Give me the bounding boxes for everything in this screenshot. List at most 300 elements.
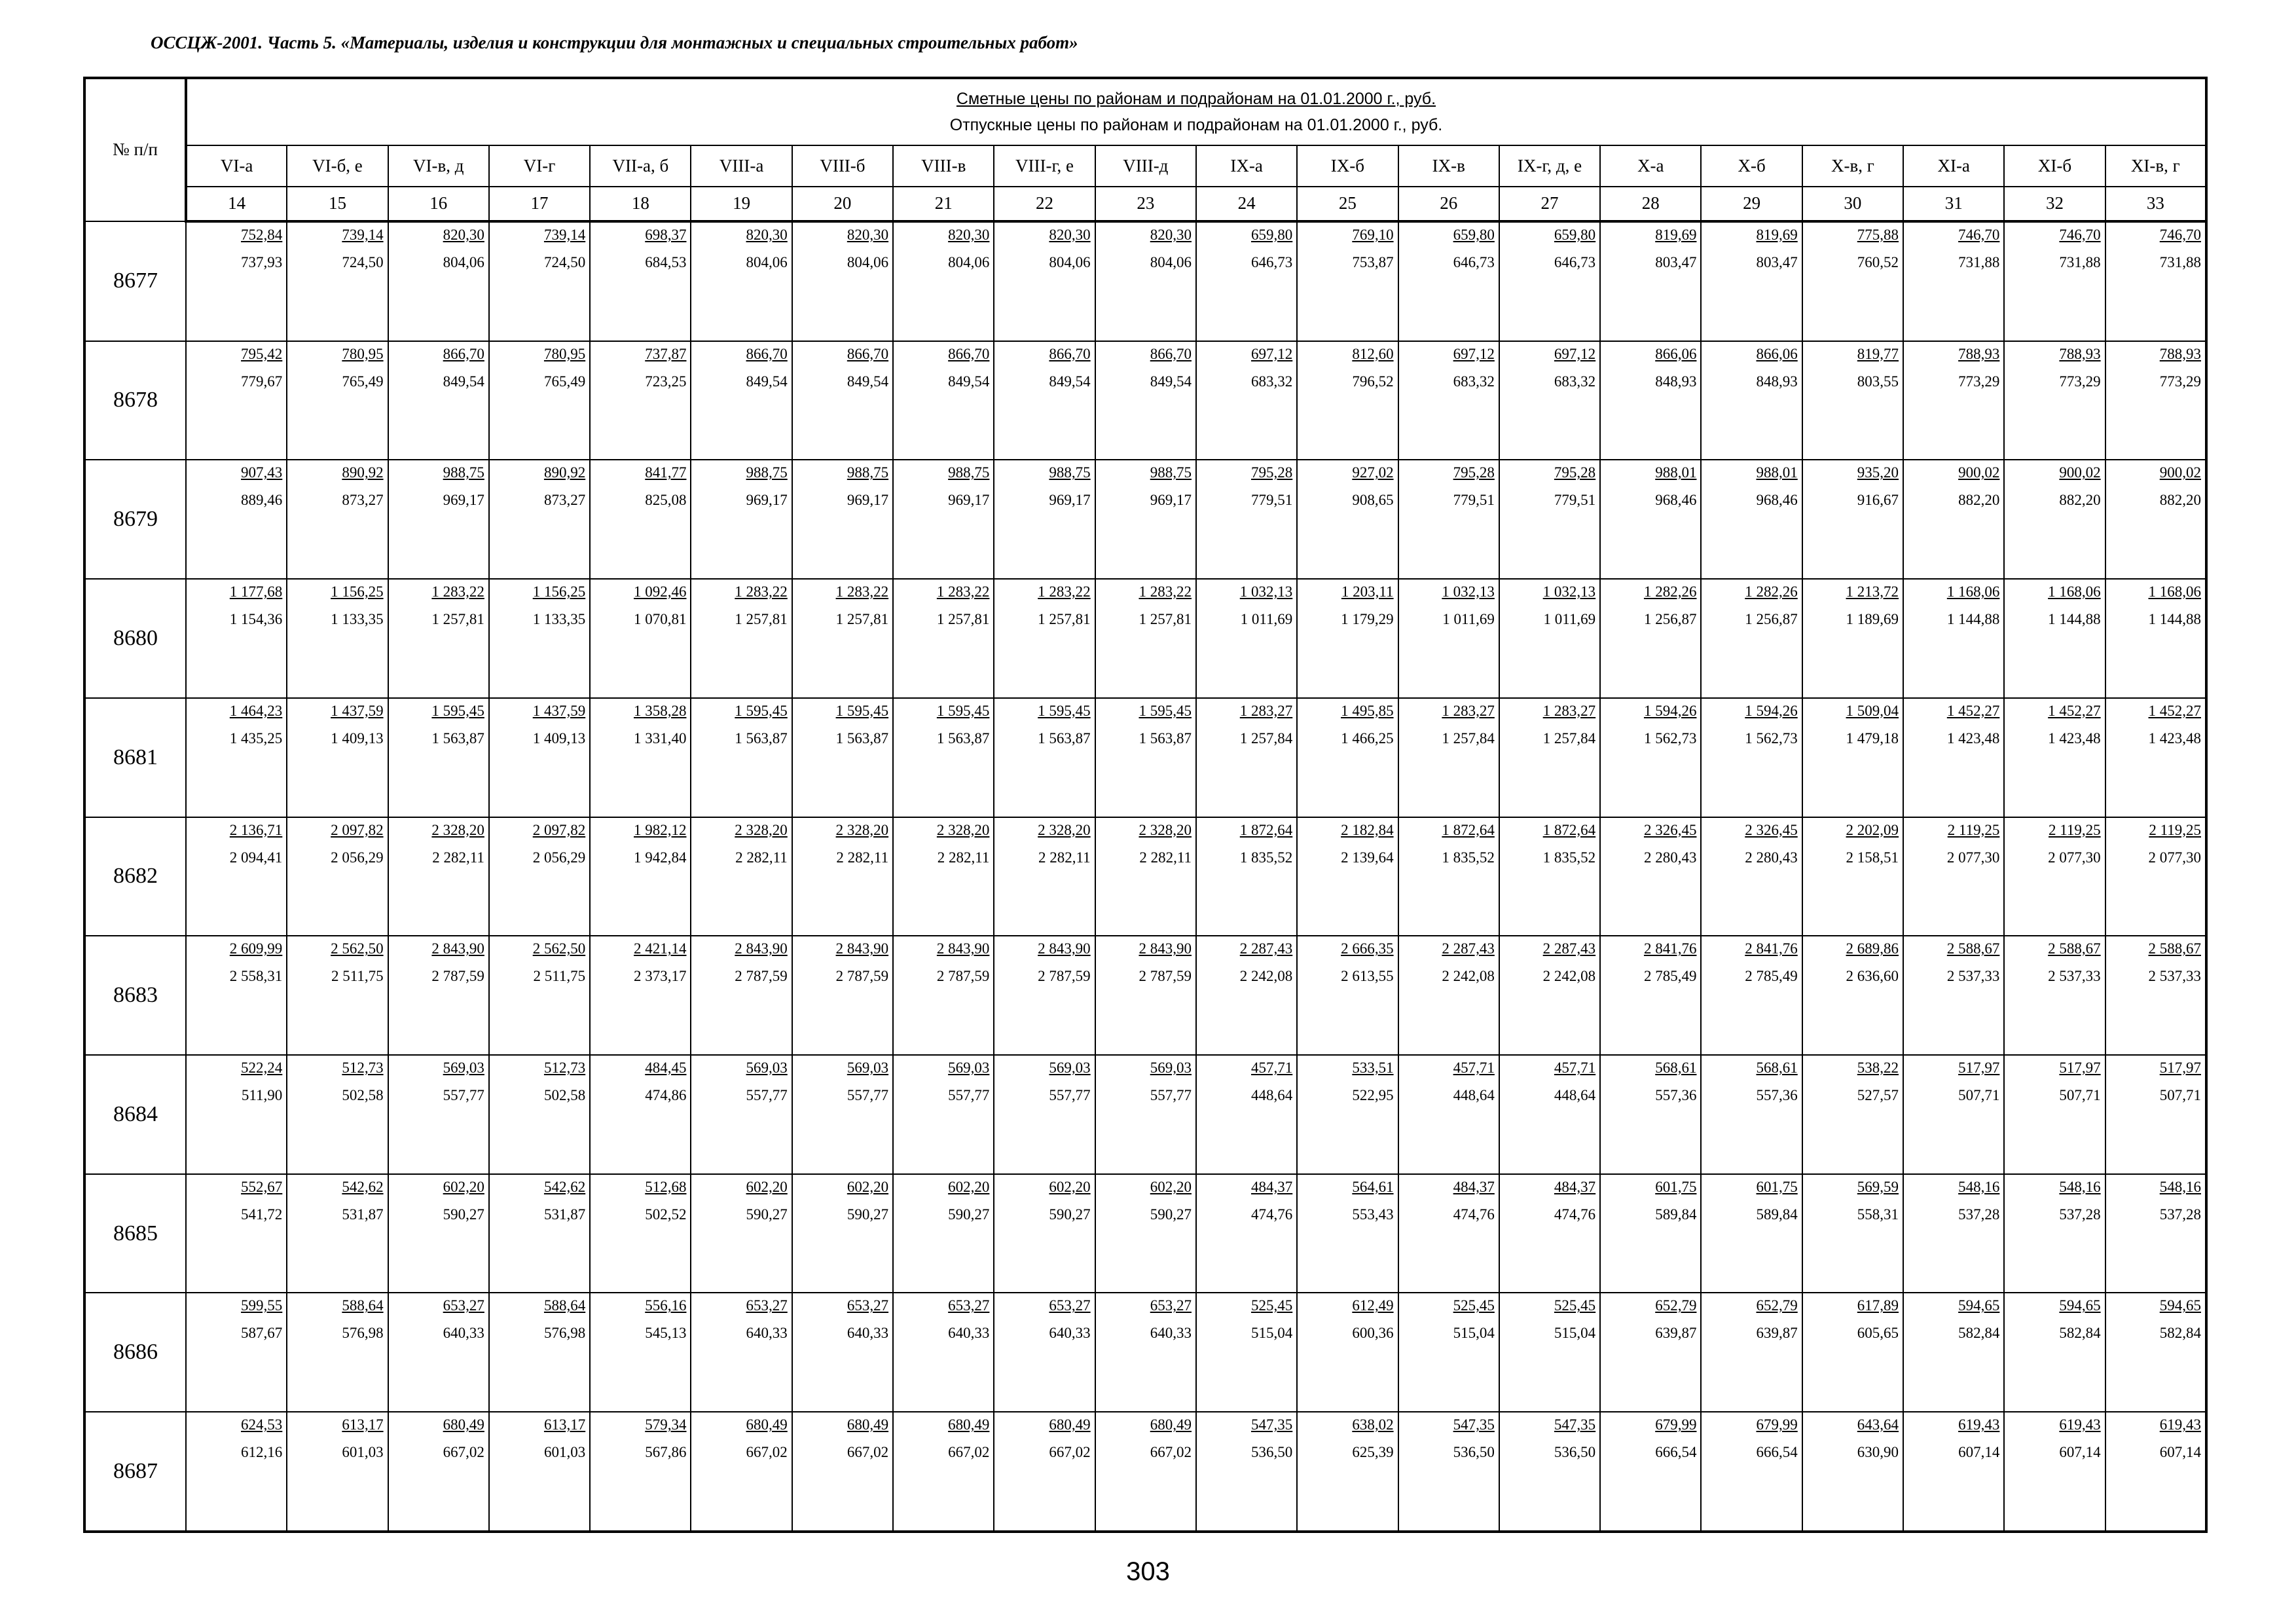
estimate-price: 484,37 [1554, 1178, 1596, 1195]
estimate-price: 1 872,64 [1542, 821, 1596, 838]
price-cell [1499, 1412, 1600, 1532]
table-row [84, 221, 2206, 341]
price-cell [590, 1055, 691, 1174]
release-price: 731,88 [2059, 253, 2101, 270]
release-price: 2 511,75 [533, 968, 586, 985]
price-cell [792, 460, 893, 579]
price-cell [287, 698, 388, 817]
estimate-price: 594,65 [2059, 1297, 2101, 1314]
release-price: 2 537,33 [1946, 968, 2000, 985]
column-number: 20 [792, 187, 893, 221]
price-cell [1398, 1293, 1499, 1412]
price-cell [1196, 698, 1297, 817]
price-cell [1802, 221, 1903, 341]
release-price: 536,50 [1251, 1444, 1293, 1461]
price-cell [1802, 341, 1903, 460]
estimate-price: 866,70 [443, 345, 484, 362]
release-price: 804,06 [847, 253, 889, 270]
price-cell [287, 1293, 388, 1412]
release-price: 640,33 [847, 1325, 889, 1342]
price-cell [792, 817, 893, 936]
release-price: 684,53 [645, 253, 687, 270]
release-price: 639,87 [1655, 1325, 1697, 1342]
estimate-price: 1 872,64 [1239, 821, 1293, 838]
price-cell [1499, 1293, 1600, 1412]
price-cell [287, 1055, 388, 1174]
estimate-price: 680,49 [1049, 1416, 1091, 1433]
column-number: 31 [1903, 187, 2004, 221]
estimate-price: 517,97 [1958, 1060, 2000, 1076]
estimate-price: 601,75 [1756, 1178, 1798, 1195]
estimate-price: 788,93 [1958, 345, 2000, 362]
estimate-price: 1 283,22 [1038, 583, 1091, 600]
price-cell [792, 579, 893, 698]
estimate-price: 820,30 [1049, 226, 1091, 243]
estimate-price: 2 119,25 [2048, 821, 2101, 838]
release-price: 590,27 [746, 1206, 788, 1223]
estimate-price: 1 283,22 [835, 583, 889, 600]
region-header: VI-в, д [388, 145, 489, 186]
estimate-price: 988,75 [443, 464, 484, 481]
estimate-price: 1 595,45 [735, 702, 788, 719]
price-cell [2004, 1412, 2105, 1532]
price-cell [489, 579, 590, 698]
region-header: VI-б, е [287, 145, 388, 186]
release-price: 968,46 [1756, 492, 1798, 509]
release-price: 779,51 [1251, 492, 1293, 509]
price-cell [1196, 460, 1297, 579]
estimate-price: 547,35 [1453, 1416, 1495, 1433]
estimate-price: 2 287,43 [1542, 940, 1596, 957]
price-cell [792, 1293, 893, 1412]
estimate-price: 2 843,90 [835, 940, 889, 957]
release-price: 502,52 [645, 1206, 687, 1223]
price-cell [792, 936, 893, 1055]
release-price: 765,49 [543, 373, 586, 390]
table-row [84, 460, 2206, 579]
release-price: 2 280,43 [1643, 849, 1697, 866]
price-cell [1903, 460, 2004, 579]
price-cell [1701, 936, 1802, 1055]
release-price: 737,93 [241, 253, 283, 270]
price-cell [2105, 221, 2206, 341]
price-cell [1095, 579, 1196, 698]
price-cell [792, 1055, 893, 1174]
estimate-price: 988,75 [746, 464, 788, 481]
estimate-price: 769,10 [1352, 226, 1394, 243]
estimate-price: 602,20 [746, 1178, 788, 1195]
estimate-price: 927,02 [1352, 464, 1394, 481]
price-cell [1701, 1174, 1802, 1293]
region-header: X-а [1600, 145, 1701, 186]
price-cell [893, 1412, 994, 1532]
price-cell [1600, 579, 1701, 698]
release-price: 630,90 [1857, 1444, 1899, 1461]
release-price: 683,32 [1554, 373, 1596, 390]
price-cell [1600, 221, 1701, 341]
estimate-price: 512,68 [645, 1178, 687, 1195]
release-price: 1 154,36 [229, 611, 283, 628]
price-cell [186, 579, 287, 698]
release-price: 557,77 [746, 1087, 788, 1103]
estimate-price: 1 282,26 [1745, 583, 1798, 600]
column-number: 32 [2004, 187, 2105, 221]
estimate-price: 569,03 [1150, 1060, 1192, 1076]
estimate-price: 1 032,13 [1542, 583, 1596, 600]
estimate-price: 2 287,43 [1442, 940, 1495, 957]
release-price: 576,98 [342, 1325, 384, 1342]
price-cell [489, 1055, 590, 1174]
estimate-price: 907,43 [241, 464, 283, 481]
release-price: 969,17 [1150, 492, 1192, 509]
price-cell [1095, 698, 1196, 817]
column-number: 16 [388, 187, 489, 221]
release-price: 2 077,30 [2048, 849, 2101, 866]
price-cell [2004, 460, 2105, 579]
release-price: 804,06 [1150, 253, 1192, 270]
item-code: 8682 [84, 817, 186, 936]
price-cell [2004, 936, 2105, 1055]
estimate-price: 1 595,45 [1038, 702, 1091, 719]
page-number: 303 [1126, 1557, 1170, 1586]
release-price: 2 537,33 [2048, 968, 2101, 985]
price-cell [1398, 817, 1499, 936]
price-cell [1297, 1174, 1398, 1293]
estimate-price: 866,70 [1150, 345, 1192, 362]
release-price: 969,17 [1049, 492, 1091, 509]
region-header: VIII-б [792, 145, 893, 186]
estimate-price: 2 843,90 [936, 940, 990, 957]
estimate-price: 2 841,76 [1745, 940, 1798, 957]
release-price: 1 257,81 [835, 611, 889, 628]
release-price: 536,50 [1453, 1444, 1495, 1461]
release-price: 804,06 [443, 253, 484, 270]
release-price: 607,14 [2159, 1444, 2201, 1461]
release-price: 1 942,84 [633, 849, 687, 866]
release-price: 2 787,59 [431, 968, 484, 985]
price-cell [1095, 460, 1196, 579]
price-cell [186, 698, 287, 817]
estimate-price: 2 843,90 [735, 940, 788, 957]
release-price: 908,65 [1352, 492, 1394, 509]
release-price: 2 242,08 [1239, 968, 1293, 985]
estimate-price: 484,37 [1251, 1178, 1293, 1195]
item-code: 8677 [84, 221, 186, 341]
estimate-price: 613,17 [342, 1416, 384, 1433]
estimate-price: 653,27 [746, 1297, 788, 1314]
release-price: 765,49 [342, 373, 384, 390]
release-price: 582,84 [2059, 1325, 2101, 1342]
estimate-price: 1 168,06 [1946, 583, 2000, 600]
estimate-price: 653,27 [1049, 1297, 1091, 1314]
region-header: VIII-в [893, 145, 994, 186]
release-price: 2 537,33 [2148, 968, 2201, 985]
price-cell [1398, 698, 1499, 817]
release-price: 1 423,48 [1946, 729, 2000, 747]
release-price: 873,27 [342, 492, 384, 509]
estimate-price: 533,51 [1352, 1060, 1394, 1076]
price-cell [388, 936, 489, 1055]
price-cell [388, 221, 489, 341]
release-price: 1 423,48 [2148, 729, 2201, 747]
region-header: XI-б [2004, 145, 2105, 186]
column-number: 24 [1196, 187, 1297, 221]
price-cell [2105, 1412, 2206, 1532]
price-cell [489, 341, 590, 460]
release-price: 474,76 [1554, 1206, 1596, 1223]
estimate-price: 775,88 [1857, 226, 1899, 243]
price-cell [1196, 936, 1297, 1055]
release-price: 531,87 [342, 1206, 384, 1223]
estimate-price: 746,70 [1958, 226, 2000, 243]
price-cell [1297, 341, 1398, 460]
region-header: VI-а [186, 145, 287, 186]
estimate-price: 2 843,90 [1038, 940, 1091, 957]
price-cell [893, 698, 994, 817]
estimate-price: 679,99 [1756, 1416, 1798, 1433]
estimate-price: 602,20 [1150, 1178, 1192, 1195]
price-cell [1499, 698, 1600, 817]
release-price: 2 787,59 [735, 968, 788, 985]
price-cell [1398, 936, 1499, 1055]
release-price: 1 011,69 [1240, 611, 1293, 628]
price-cell [186, 1412, 287, 1532]
estimate-price: 599,55 [241, 1297, 283, 1314]
release-price: 601,03 [543, 1444, 586, 1461]
release-price: 666,54 [1655, 1444, 1697, 1461]
release-price: 760,52 [1857, 253, 1899, 270]
release-price: 557,77 [1150, 1087, 1192, 1103]
release-price: 2 282,11 [735, 849, 788, 866]
estimate-price: 1 283,22 [1139, 583, 1192, 600]
estimate-price: 2 182,84 [1341, 821, 1394, 838]
estimate-price: 2 287,43 [1239, 940, 1293, 957]
release-price: 1 257,81 [735, 611, 788, 628]
estimate-price: 588,64 [342, 1297, 384, 1314]
release-price: 849,54 [847, 373, 889, 390]
estimate-price: 653,27 [847, 1297, 889, 1314]
price-cell [994, 1412, 1095, 1532]
release-price: 2 558,31 [229, 968, 283, 985]
release-price: 849,54 [746, 373, 788, 390]
estimate-price: 2 588,67 [1946, 940, 2000, 957]
release-price: 803,55 [1857, 373, 1899, 390]
estimate-price: 890,92 [342, 464, 384, 481]
estimate-price: 1 283,22 [936, 583, 990, 600]
estimate-price-title: Сметные цены по районам и подрайонам на 01.01.2000 г., руб. [956, 90, 1436, 109]
release-price: 1 070,81 [633, 611, 687, 628]
release-price: 589,84 [1756, 1206, 1798, 1223]
price-cell [893, 579, 994, 698]
price-cell [388, 341, 489, 460]
price-cell [287, 817, 388, 936]
estimate-price: 552,67 [241, 1178, 283, 1195]
estimate-price: 2 097,82 [532, 821, 586, 838]
estimate-price: 819,69 [1756, 226, 1798, 243]
release-price: 882,20 [2059, 492, 2101, 509]
price-cell [691, 936, 792, 1055]
estimate-price: 1 595,45 [1139, 702, 1192, 719]
release-price: 667,02 [443, 1444, 484, 1461]
price-cell [1095, 1293, 1196, 1412]
column-number: 14 [186, 187, 287, 221]
estimate-price: 820,30 [948, 226, 990, 243]
item-code: 8683 [84, 936, 186, 1055]
estimate-price: 900,02 [2059, 464, 2101, 481]
header-row-title [84, 78, 2206, 145]
estimate-price: 1 156,25 [532, 583, 586, 600]
estimate-price: 680,49 [1150, 1416, 1192, 1433]
release-price: 848,93 [1756, 373, 1798, 390]
price-cell [1398, 1174, 1499, 1293]
estimate-price: 2 421,14 [633, 940, 687, 957]
estimate-price: 1 283,27 [1542, 702, 1596, 719]
release-price: 607,14 [2059, 1444, 2101, 1461]
estimate-price: 457,71 [1554, 1060, 1596, 1076]
column-number: 25 [1297, 187, 1398, 221]
release-price: 773,29 [1958, 373, 2000, 390]
release-price: 2 282,11 [432, 849, 484, 866]
release-price: 607,14 [1958, 1444, 2000, 1461]
release-price: 1 563,87 [835, 729, 889, 747]
estimate-price: 602,20 [1049, 1178, 1091, 1195]
price-cell [1499, 221, 1600, 341]
estimate-price: 619,43 [2059, 1416, 2101, 1433]
estimate-price: 1 594,26 [1745, 702, 1798, 719]
column-number: 29 [1701, 187, 1802, 221]
estimate-price: 1 092,46 [633, 583, 687, 600]
estimate-price: 1 437,59 [532, 702, 586, 719]
release-price: 731,88 [2159, 253, 2201, 270]
estimate-price: 900,02 [1958, 464, 2000, 481]
price-cell [590, 221, 691, 341]
estimate-price: 1 283,27 [1442, 702, 1495, 719]
release-price: 2 787,59 [835, 968, 889, 985]
release-price: 590,27 [443, 1206, 484, 1223]
release-price: 605,65 [1857, 1325, 1899, 1342]
table-title [186, 78, 2206, 145]
release-price: 969,17 [443, 492, 484, 509]
release-price: 723,25 [645, 373, 687, 390]
release-price: 1 257,84 [1239, 729, 1293, 747]
release-price: 541,72 [241, 1206, 283, 1223]
price-cell [2105, 1055, 2206, 1174]
estimate-price: 795,28 [1453, 464, 1495, 481]
price-cell [2004, 698, 2105, 817]
estimate-price: 569,03 [746, 1060, 788, 1076]
price-cell [1398, 341, 1499, 460]
estimate-price: 569,03 [847, 1060, 889, 1076]
release-price: 2 785,49 [1745, 968, 1798, 985]
estimate-price: 819,77 [1857, 345, 1899, 362]
price-cell [994, 1174, 1095, 1293]
release-price: 639,87 [1756, 1325, 1798, 1342]
estimate-price: 652,79 [1756, 1297, 1798, 1314]
price-cell [792, 698, 893, 817]
estimate-price: 1 177,68 [229, 583, 283, 600]
price-cell [287, 1174, 388, 1293]
price-cell [1297, 1293, 1398, 1412]
price-cell [1095, 936, 1196, 1055]
price-cell [287, 221, 388, 341]
release-price: 507,71 [2159, 1087, 2201, 1103]
price-cell [1398, 1055, 1499, 1174]
estimate-price: 547,35 [1554, 1416, 1596, 1433]
release-price: 2 636,60 [1846, 968, 1899, 985]
release-price: 502,58 [543, 1087, 586, 1103]
release-price: 2 511,75 [331, 968, 384, 985]
region-header: IX-г, д, е [1499, 145, 1600, 186]
price-cell [1499, 936, 1600, 1055]
release-price: 1 466,25 [1341, 729, 1394, 747]
header-row-column-numbers [84, 187, 2206, 221]
table-row [84, 698, 2206, 817]
release-price: 2 282,11 [937, 849, 990, 866]
release-price: 849,54 [1150, 373, 1192, 390]
release-price: 2 373,17 [633, 968, 687, 985]
price-table [83, 77, 2208, 1533]
price-cell [1802, 1055, 1903, 1174]
release-price: 590,27 [847, 1206, 889, 1223]
price-cell [1802, 817, 1903, 936]
release-price: 601,03 [342, 1444, 384, 1461]
release-price: 531,87 [543, 1206, 586, 1223]
estimate-price: 2 666,35 [1341, 940, 1394, 957]
estimate-price: 780,95 [543, 345, 586, 362]
column-number: 17 [489, 187, 590, 221]
price-cell [2105, 698, 2206, 817]
estimate-price: 988,01 [1756, 464, 1798, 481]
release-price: 625,39 [1352, 1444, 1394, 1461]
region-header: VI-г [489, 145, 590, 186]
price-cell [1297, 460, 1398, 579]
estimate-price: 588,64 [543, 1297, 586, 1314]
price-cell [1196, 1174, 1297, 1293]
release-price: 779,67 [241, 373, 283, 390]
estimate-price: 680,49 [443, 1416, 484, 1433]
release-price: 2 139,64 [1341, 849, 1394, 866]
estimate-price: 679,99 [1655, 1416, 1697, 1433]
estimate-price: 1 464,23 [229, 702, 283, 719]
release-price: 1 563,87 [1139, 729, 1192, 747]
release-price: 474,76 [1251, 1206, 1293, 1223]
price-cell [2105, 1293, 2206, 1412]
estimate-price: 739,14 [342, 226, 384, 243]
release-price: 2 282,11 [836, 849, 889, 866]
estimate-price: 988,75 [1150, 464, 1192, 481]
price-cell [489, 1174, 590, 1293]
estimate-price: 2 588,67 [2048, 940, 2101, 957]
estimate-price: 935,20 [1857, 464, 1899, 481]
estimate-price: 457,71 [1453, 1060, 1495, 1076]
release-price: 667,02 [1150, 1444, 1192, 1461]
release-price: 2 785,49 [1643, 968, 1697, 985]
release-price: 587,67 [241, 1325, 283, 1342]
estimate-price: 643,64 [1857, 1416, 1899, 1433]
price-cell [2004, 579, 2105, 698]
estimate-price: 1 282,26 [1643, 583, 1697, 600]
estimate-price: 653,27 [443, 1297, 484, 1314]
price-cell [1802, 460, 1903, 579]
release-price: 2 077,30 [1946, 849, 2000, 866]
price-cell [1398, 460, 1499, 579]
estimate-price: 1 168,06 [2148, 583, 2201, 600]
price-cell [994, 221, 1095, 341]
release-price: 558,31 [1857, 1206, 1899, 1223]
region-header: X-в, г [1802, 145, 1903, 186]
price-cell [1903, 1174, 2004, 1293]
table-row [84, 1055, 2206, 1174]
